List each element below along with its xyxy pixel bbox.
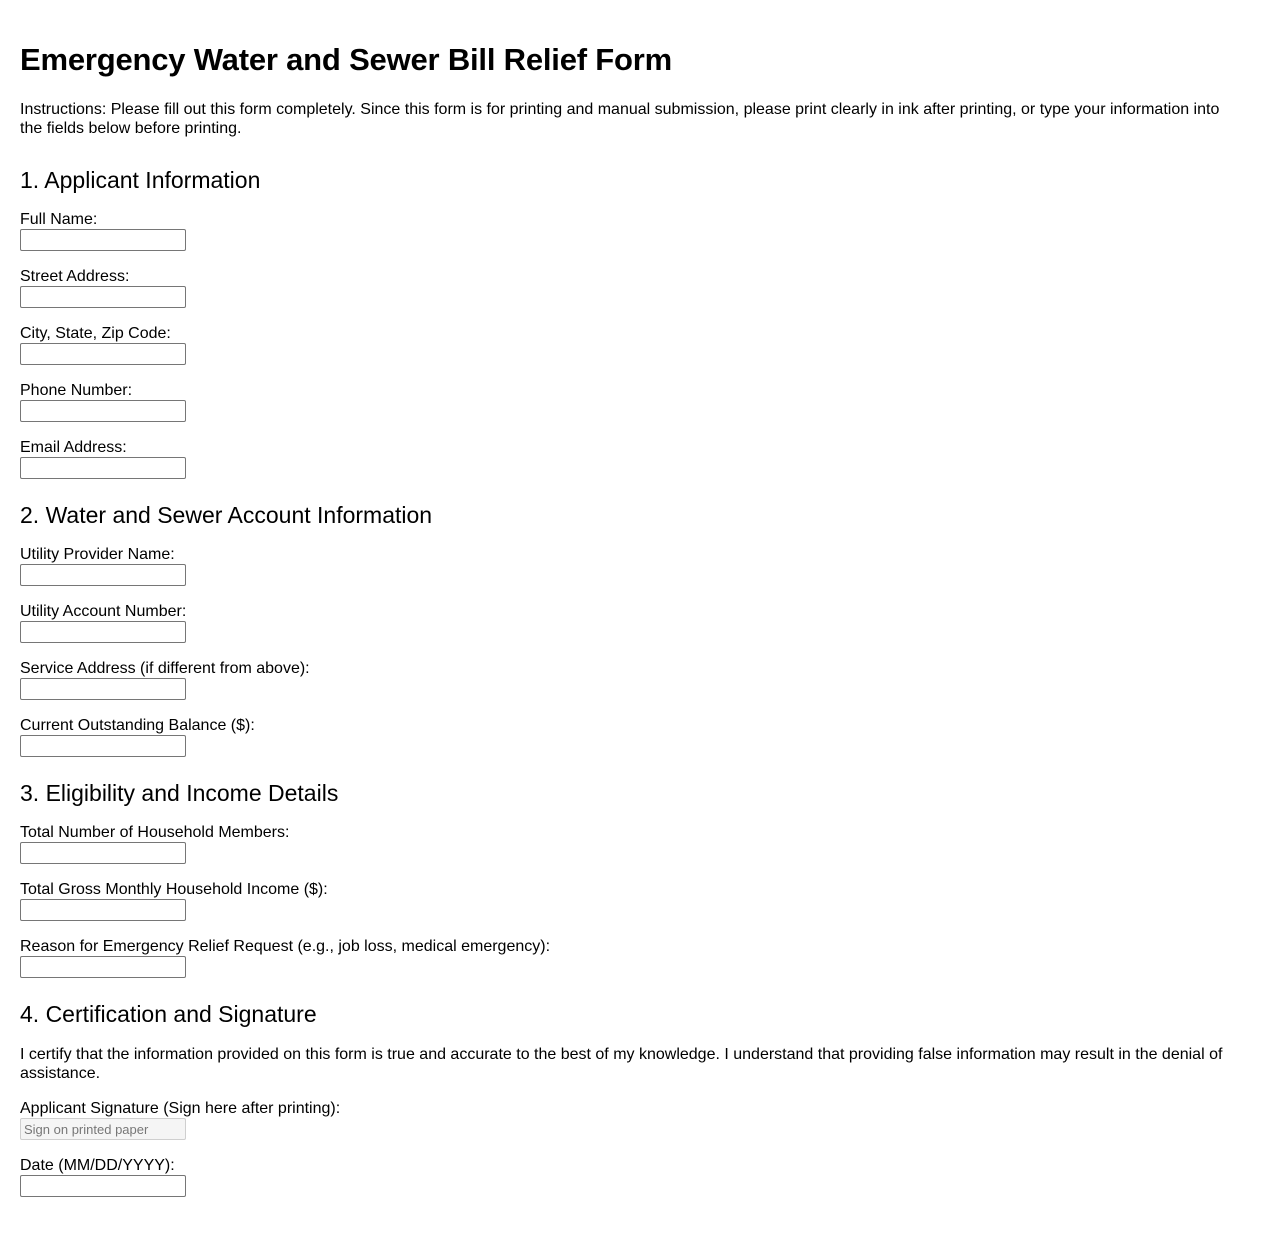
- city-state-zip-input[interactable]: [20, 343, 186, 365]
- email-address-label: Email Address:: [20, 439, 127, 456]
- account-number-label: Utility Account Number:: [20, 603, 187, 620]
- section-heading-applicant: 1. Applicant Information: [20, 167, 261, 193]
- applicant-signature-label: Applicant Signature (Sign here after printing):: [20, 1100, 341, 1117]
- utility-provider-label: Utility Provider Name:: [20, 546, 175, 563]
- monthly-income-input[interactable]: [20, 899, 186, 921]
- field-street-address: [20, 267, 1242, 308]
- field-applicant-signature: [20, 1099, 1242, 1140]
- street-address-label: Street Address:: [20, 268, 130, 285]
- page-title: Emergency Water and Sewer Bill Relief Form: [20, 42, 672, 77]
- service-address-label: Service Address (if different from above):: [20, 660, 310, 677]
- account-number-input[interactable]: [20, 621, 186, 643]
- date-label: Date (MM/DD/YYYY):: [20, 1157, 175, 1174]
- phone-number-input[interactable]: [20, 400, 186, 422]
- service-address-input[interactable]: [20, 678, 186, 700]
- full-name-label: Full Name:: [20, 211, 98, 228]
- city-state-zip-label: City, State, Zip Code:: [20, 325, 171, 342]
- household-members-label: Total Number of Household Members:: [20, 824, 290, 841]
- applicant-signature-input: [20, 1118, 186, 1140]
- monthly-income-label: Total Gross Monthly Household Income ($):: [20, 881, 328, 898]
- field-household-members: [20, 823, 1242, 864]
- section-heading-eligibility: 3. Eligibility and Income Details: [20, 780, 339, 806]
- utility-provider-input[interactable]: [20, 564, 186, 586]
- certification-text: I certify that the information provided on this form is true and accurate to the best of my knowledge. I understand that providing false information may result in the denial of assistance.: [20, 1046, 1223, 1082]
- field-service-address: [20, 659, 1242, 700]
- field-full-name: [20, 210, 1242, 251]
- household-members-input[interactable]: [20, 842, 186, 864]
- relief-reason-label: Reason for Emergency Relief Request (e.g., job loss, medical emergency):: [20, 938, 551, 955]
- section-heading-account: 2. Water and Sewer Account Information: [20, 502, 433, 528]
- field-outstanding-balance: [20, 716, 1242, 757]
- field-utility-provider: [20, 545, 1242, 586]
- field-email-address: [20, 438, 1242, 479]
- field-date: [20, 1156, 1242, 1197]
- email-address-input[interactable]: [20, 457, 186, 479]
- field-city-state-zip: [20, 324, 1242, 365]
- outstanding-balance-label: Current Outstanding Balance ($):: [20, 717, 255, 734]
- field-monthly-income: [20, 880, 1242, 921]
- street-address-input[interactable]: [20, 286, 186, 308]
- outstanding-balance-input[interactable]: [20, 735, 186, 757]
- field-relief-reason: [20, 937, 1242, 978]
- phone-number-label: Phone Number:: [20, 382, 133, 399]
- field-phone-number: [20, 381, 1242, 422]
- instructions-text: Instructions: Please fill out this form completely. Since this form is for printing and manual submission, please print clearly in ink after printing, or type your information into the fields below before printing.: [20, 101, 1220, 137]
- full-name-input[interactable]: [20, 229, 186, 251]
- section-heading-certification: 4. Certification and Signature: [20, 1001, 317, 1027]
- relief-reason-input[interactable]: [20, 956, 186, 978]
- field-account-number: [20, 602, 1242, 643]
- date-input[interactable]: [20, 1175, 186, 1197]
